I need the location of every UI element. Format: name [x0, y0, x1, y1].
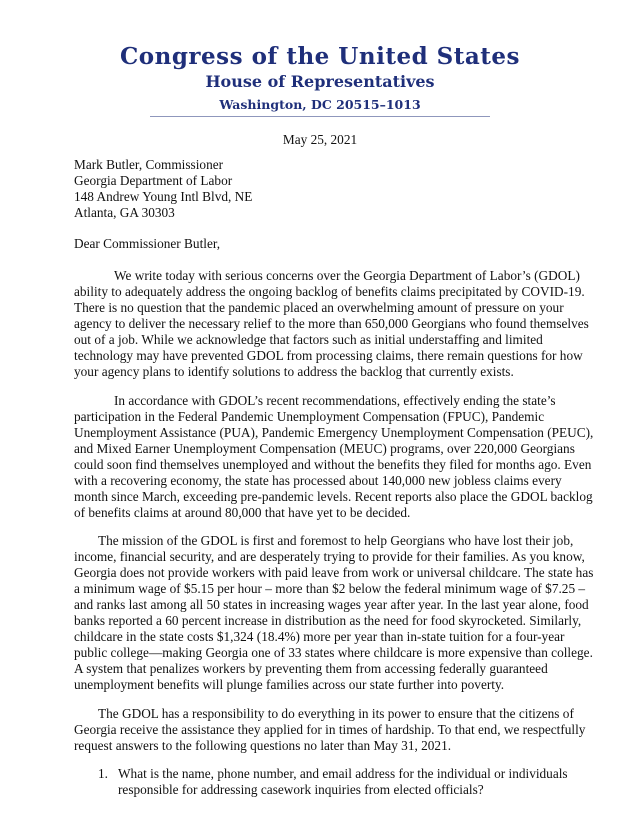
- paragraph-2: [74, 393, 594, 521]
- paragraph-line: a minimum wage of $5.15 per hour – more than $2 below the federal minimum wage of $7.25 –: [74, 581, 586, 596]
- letterhead-address: Washington, DC 20515–1013: [219, 97, 421, 112]
- paragraph-line: of benefits claims at around 80,000 that have yet to be decided.: [74, 505, 411, 520]
- paragraph-line: technology may have prevented GDOL from processing claims, there remain questions for how: [74, 348, 583, 363]
- paragraph-line: agency to deliver the necessary relief to the more than 650,000 Georgians who found themselves: [74, 316, 589, 331]
- paragraph-line: A system that penalizes workers by preventing them from accessing federally guaranteed: [74, 661, 548, 676]
- address-line: Georgia Department of Labor: [74, 173, 233, 188]
- question-number: 1.: [98, 766, 108, 781]
- paragraph-line: The GDOL has a responsibility to do everything in its power to ensure that the citizens of: [98, 706, 574, 721]
- paragraph-line: unemployment benefits will plunge families across our state further into poverty.: [74, 677, 505, 692]
- paragraph-line: with a recovering economy, the state has processed about 140,000 new jobless claims every: [74, 473, 562, 488]
- paragraph-line: Georgia does not provide workers with paid leave from work or universal childcare. The state has: [74, 565, 594, 580]
- letterhead-house: House of Representatives: [205, 72, 435, 91]
- paragraph-line: banks reported a 60 percent increase in distribution as the need for food skyrocketed. Similarly,: [74, 613, 582, 628]
- letterhead-divider: [150, 116, 490, 117]
- paragraph-line: participation in the Federal Pandemic Unemployment Compensation (FPUC), Pandemic: [74, 409, 545, 424]
- question-item: [98, 766, 578, 798]
- letter-date: May 25, 2021: [282, 132, 358, 147]
- paragraph-line: In accordance with GDOL’s recent recommendations, effectively ending the state’s: [114, 393, 556, 408]
- paragraph-line: There is no question that the pandemic placed an overwhelming amount of pressure on your: [74, 300, 564, 315]
- paragraph-line: Unemployment Assistance (PUA), Pandemic Emergency Unemployment Compensation (PEUC),: [74, 425, 594, 440]
- paragraph-line: income, financial security, and are desperately trying to provide for their families. As you know,: [74, 549, 585, 564]
- paragraph-line: could soon find themselves unemployed and without the benefits they filed for months ago. Even: [74, 457, 592, 472]
- paragraph-3: [74, 533, 594, 693]
- address-line: 148 Andrew Young Intl Blvd, NE: [74, 189, 253, 204]
- paragraph-line: and ranks last among all 50 states in increasing wages year after year. In the last year alone, food: [74, 597, 589, 612]
- paragraph-line: The mission of the GDOL is first and foremost to help Georgians who have lost their job,: [98, 533, 574, 548]
- question-line: What is the name, phone number, and email address for the individual or individuals: [118, 766, 568, 781]
- paragraph-line: and Mixed Earner Unemployment Compensation (MEUC) programs, over 220,000 Georgians: [74, 441, 575, 456]
- salutation: Dear Commissioner Butler,: [74, 236, 221, 251]
- paragraph-line: your agency plans to identify solutions to address the backlog that currently exists.: [74, 364, 514, 379]
- paragraph-line: ability to adequately address the ongoing backlog of benefits claims precipitated by COVID-19.: [74, 284, 585, 299]
- address-line: Mark Butler, Commissioner: [74, 157, 224, 172]
- paragraph-line: out of a job. While we acknowledge that factors such as initial understaffing and limited: [74, 332, 543, 347]
- recipient-address: [74, 157, 574, 221]
- paragraph-1: [74, 268, 589, 380]
- paragraph-line: public college—making Georgia one of 33 states where childcare is more expensive than college.: [74, 645, 593, 660]
- address-line: Atlanta, GA 30303: [74, 205, 175, 220]
- letterhead-congress: Congress of the United States: [119, 43, 521, 70]
- paragraph-line: month since March, exceeding pre-pandemic levels. Recent reports also place the GDOL backlog: [74, 489, 593, 504]
- paragraph-line: Georgia receive the assistance they applied for in times of hardship. To that end, we respectfully: [74, 722, 586, 737]
- question-line: responsible for addressing casework inquiries from elected officials?: [118, 782, 484, 797]
- paragraph-4: [74, 706, 586, 754]
- letterhead: [0, 44, 640, 113]
- paragraph-line: childcare in the state costs $1,324 (18.4%) more per year than in-state tuition for a four-year: [74, 629, 565, 644]
- paragraph-line: We write today with serious concerns over the Georgia Department of Labor’s (GDOL): [114, 268, 580, 283]
- paragraph-line: request answers to the following questions no later than May 31, 2021.: [74, 738, 452, 753]
